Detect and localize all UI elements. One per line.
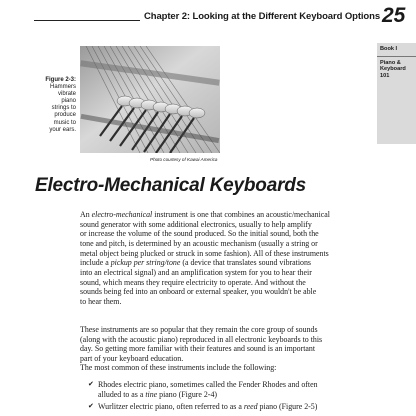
italic-term: electro-mechanical <box>91 210 153 219</box>
figure-caption <box>34 77 76 134</box>
piano-hammers-illustration <box>80 46 220 153</box>
paragraph-line: The most common of these instruments include the following: <box>80 363 277 372</box>
page-number: 25 <box>382 4 406 27</box>
paragraph-line: include a pickup per string/tone (a device that translates sound vibrations <box>80 258 311 268</box>
paragraph-line: alluded to as a tine piano (Figure 2-4) <box>98 389 218 399</box>
paragraph-line: tone and pitch, is determined by an acoustic mechanism (usually a string or <box>80 238 318 248</box>
paragraph-line: to hear them. <box>80 296 122 306</box>
italic-term: pickup per string/tone <box>110 258 181 268</box>
paragraph-line: Rhodes electric piano, sometimes called the Fender Rhodes and often <box>98 380 318 389</box>
caption-line: music to <box>53 119 76 126</box>
piano-hammers-photo <box>80 46 220 153</box>
caption-line: piano <box>61 98 76 105</box>
paragraph-line: metal object being plucked or struck in some fashion). All of these instruments <box>80 248 329 258</box>
book-tab <box>377 43 416 144</box>
paragraph-line: into an electrical signal) and an amplification system for you to hear their <box>80 267 312 277</box>
paragraph-list-intro <box>80 363 372 373</box>
caption-line: Hammers <box>49 84 76 91</box>
paragraph-line: (along with the acoustic piano) reproduced in all electronic keyboards to this <box>80 334 323 344</box>
paragraph-line: day. So getting more familiar with their features and sound is an important <box>80 344 316 354</box>
checkmark-icon: ✔ <box>88 402 94 411</box>
paragraph-electro-mechanical-definition <box>80 210 372 307</box>
caption-line: vibrate <box>57 91 76 98</box>
section-heading: Electro-Mechanical Keyboards <box>35 175 307 196</box>
caption-line: your ears. <box>49 126 76 133</box>
caption-line: strings to <box>51 105 76 112</box>
header-rule <box>34 20 140 21</box>
paragraph-line: These instruments are so popular that they remain the core group of sounds <box>80 325 318 334</box>
book-section-line: 101 <box>380 72 390 79</box>
paragraph-line: sound, which means they require electricity to operate. And without the <box>80 277 306 287</box>
caption-line: produce <box>54 112 76 119</box>
figure-label: Figure 2-3: <box>45 77 76 83</box>
paragraph-line: An electro-mechanical instrument is one that combines an acoustic/mechanical <box>80 210 330 219</box>
photo-credit: Photo courtesy of Kawai America <box>150 157 218 162</box>
italic-term: reed <box>243 402 258 412</box>
book-section-label <box>380 60 406 79</box>
paragraph-core-sounds <box>80 325 372 364</box>
paragraph-line: sounds being fed into an onboard or external speaker, you wouldn't be able <box>80 287 317 297</box>
paragraph-line: part of your keyboard education. <box>80 353 184 363</box>
list-item <box>88 380 378 399</box>
book-section-line: Keyboard <box>380 66 406 73</box>
tab-divider <box>377 56 416 57</box>
instrument-list <box>88 380 378 415</box>
list-item <box>88 402 378 412</box>
book-section-line: Piano & <box>380 60 401 66</box>
chapter-title: Chapter 2: Looking at the Different Keyboard Options <box>144 11 381 22</box>
book-label: Book I <box>380 46 398 52</box>
checkmark-icon: ✔ <box>88 380 94 388</box>
paragraph-line: sound generator with some additional electronics, usually to help amplify <box>80 219 312 229</box>
paragraph-line: Wurlitzer electric piano, often referred to as a reed piano (Figure 2-5) <box>98 402 318 412</box>
paragraph-line: or increase the volume of the sound produced. So the initial sound, both the <box>80 229 319 239</box>
italic-term: tine <box>145 389 158 399</box>
